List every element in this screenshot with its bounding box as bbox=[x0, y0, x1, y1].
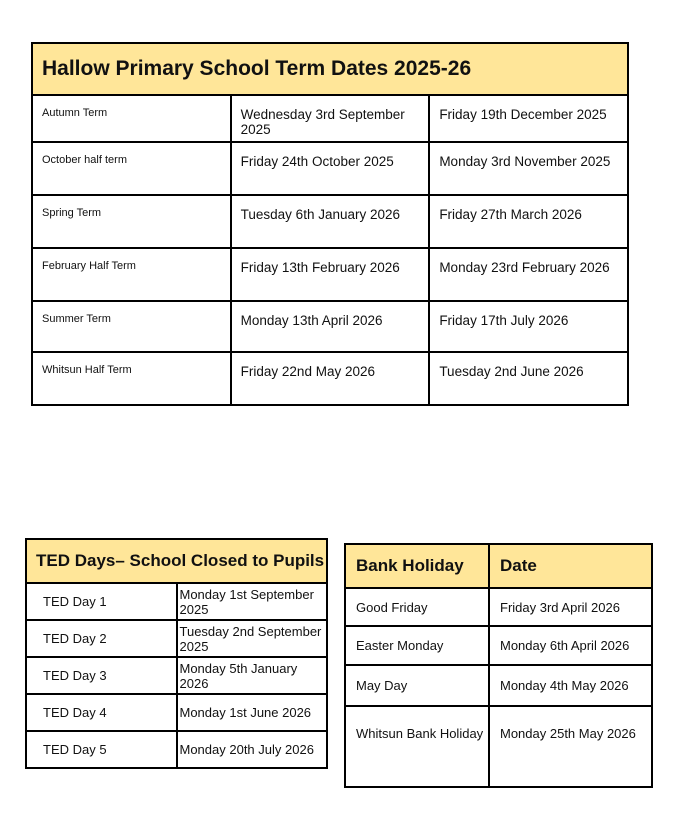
term-name: Whitsun Half Term bbox=[32, 352, 231, 405]
ted-day-label: TED Day 5 bbox=[26, 731, 177, 768]
ted-table-title: TED Days– School Closed to Pupils bbox=[26, 539, 327, 583]
term-start-date: Tuesday 6th January 2026 bbox=[231, 195, 430, 248]
term-name: October half term bbox=[32, 142, 231, 195]
date-header: Date bbox=[489, 544, 652, 588]
term-start-date: Wednesday 3rd September 2025 bbox=[231, 95, 430, 142]
ted-day-date: Monday 5th January 2026 bbox=[177, 657, 328, 694]
bank-holiday-name: Good Friday bbox=[345, 588, 489, 626]
ted-day-date: Monday 20th July 2026 bbox=[177, 731, 328, 768]
bank-holiday-name: May Day bbox=[345, 665, 489, 706]
ted-day-date: Tuesday 2nd September 2025 bbox=[177, 620, 328, 657]
term-start-date: Friday 24th October 2025 bbox=[231, 142, 430, 195]
ted-day-label: TED Day 2 bbox=[26, 620, 177, 657]
term-end-date: Tuesday 2nd June 2026 bbox=[429, 352, 628, 405]
ted-days-table bbox=[25, 538, 328, 769]
table-row bbox=[26, 583, 327, 620]
table-row bbox=[345, 626, 652, 665]
bank-holiday-date: Monday 25th May 2026 bbox=[489, 706, 652, 787]
term-dates-table bbox=[31, 42, 629, 406]
bank-header-row bbox=[345, 544, 652, 588]
term-start-date: Friday 13th February 2026 bbox=[231, 248, 430, 301]
term-title-row bbox=[32, 43, 628, 95]
term-end-date: Monday 23rd February 2026 bbox=[429, 248, 628, 301]
bank-holiday-date: Friday 3rd April 2026 bbox=[489, 588, 652, 626]
table-row bbox=[32, 352, 628, 405]
table-row bbox=[32, 301, 628, 352]
table-row bbox=[26, 731, 327, 768]
table-row bbox=[345, 665, 652, 706]
bank-holiday-table bbox=[344, 543, 653, 788]
term-start-date: Monday 13th April 2026 bbox=[231, 301, 430, 352]
term-name: Spring Term bbox=[32, 195, 231, 248]
table-row bbox=[345, 706, 652, 787]
table-row bbox=[26, 694, 327, 731]
bank-holiday-date: Monday 4th May 2026 bbox=[489, 665, 652, 706]
table-row bbox=[26, 620, 327, 657]
ted-day-label: TED Day 4 bbox=[26, 694, 177, 731]
term-end-date: Friday 27th March 2026 bbox=[429, 195, 628, 248]
table-row bbox=[345, 588, 652, 626]
ted-day-label: TED Day 3 bbox=[26, 657, 177, 694]
table-row bbox=[32, 95, 628, 142]
bank-holiday-name: Easter Monday bbox=[345, 626, 489, 665]
table-row bbox=[26, 657, 327, 694]
term-end-date: Monday 3rd November 2025 bbox=[429, 142, 628, 195]
term-end-date: Friday 17th July 2026 bbox=[429, 301, 628, 352]
table-row bbox=[32, 142, 628, 195]
term-name: Summer Term bbox=[32, 301, 231, 352]
term-table-title: Hallow Primary School Term Dates 2025-26 bbox=[32, 43, 628, 95]
ted-day-label: TED Day 1 bbox=[26, 583, 177, 620]
ted-title-row bbox=[26, 539, 327, 583]
bank-holiday-header: Bank Holiday bbox=[345, 544, 489, 588]
ted-day-date: Monday 1st September 2025 bbox=[177, 583, 328, 620]
term-start-date: Friday 22nd May 2026 bbox=[231, 352, 430, 405]
table-row bbox=[32, 248, 628, 301]
term-name: Autumn Term bbox=[32, 95, 231, 142]
table-row bbox=[32, 195, 628, 248]
bank-holiday-name: Whitsun Bank Holiday bbox=[345, 706, 489, 787]
ted-day-date: Monday 1st June 2026 bbox=[177, 694, 328, 731]
bank-holiday-date: Monday 6th April 2026 bbox=[489, 626, 652, 665]
term-end-date: Friday 19th December 2025 bbox=[429, 95, 628, 142]
term-name: February Half Term bbox=[32, 248, 231, 301]
